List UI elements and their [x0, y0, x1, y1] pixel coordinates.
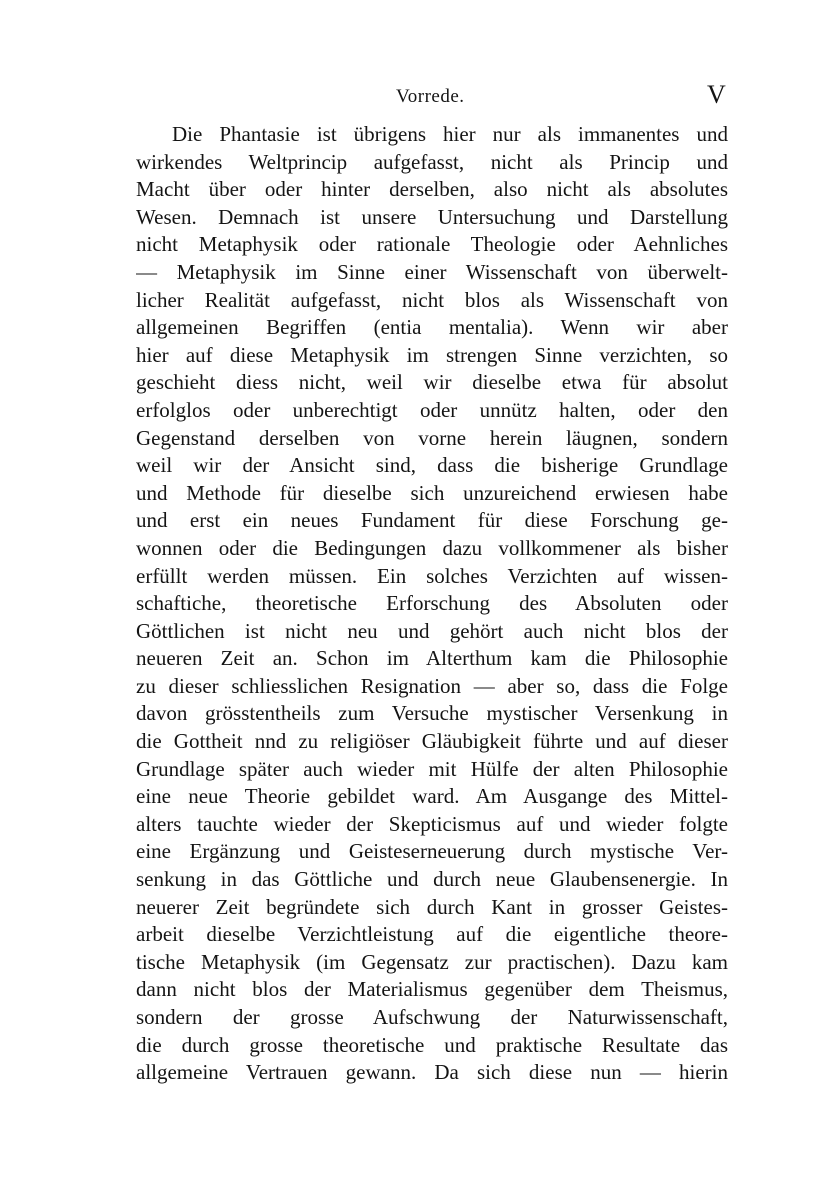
text-line: Wesen. Demnach ist unsere Untersuchung und Darstellung	[136, 204, 728, 229]
page-number: V	[707, 80, 726, 109]
text-line: hier auf diese Metaphysik im strengen Sinne verzichten, so	[136, 342, 728, 367]
text-line: eine Ergänzung und Geisteserneuerung durch mystische Ver-	[136, 839, 728, 864]
text-line: dann nicht blos der Materialismus gegenüber dem Theismus,	[136, 977, 728, 1002]
text-line: erfolglos oder unberechtigt oder unnütz halten, oder den	[136, 397, 728, 422]
text-line: nicht Metaphysik oder rationale Theologie oder Aehnliches	[136, 232, 728, 257]
text-line: allgemeine Vertrauen gewann. Da sich diese nun — hierin	[136, 1060, 728, 1085]
text-line: erfüllt werden müssen. Ein solches Verzichten auf wissen-	[136, 563, 728, 588]
text-line: die durch grosse theoretische und praktische Resultate das	[136, 1032, 728, 1057]
text-line: neuerer Zeit begründete sich durch Kant in grosser Geistes-	[136, 894, 728, 919]
text-line: Grundlage später auch wieder mit Hülfe der alten Philosophie	[136, 756, 728, 781]
text-line: licher Realität aufgefasst, nicht blos als Wissenschaft von	[136, 287, 728, 312]
text-line: wonnen oder die Bedingungen dazu vollkommener als bisher	[136, 535, 728, 560]
text-line: Gegenstand derselben von vorne herein läugnen, sondern	[136, 425, 728, 450]
text-line: alters tauchte wieder der Skepticismus auf und wieder folgte	[136, 811, 728, 836]
text-line: schaftiche, theoretische Erforschung des Absoluten oder	[136, 591, 728, 616]
text-line: allgemeinen Begriffen (entia mentalia). Wenn wir aber	[136, 315, 728, 340]
text-line: weil wir der Ansicht sind, dass die bisherige Grundlage	[136, 453, 728, 478]
text-line: Macht über oder hinter derselben, also nicht als absolutes	[136, 177, 728, 202]
text-line: und erst ein neues Fundament für diese Forschung ge-	[136, 508, 728, 533]
running-title: Vorrede.	[396, 86, 465, 107]
text-line: davon grösstentheils zum Versuche mystischer Versenkung in	[136, 701, 728, 726]
text-line: — Metaphysik im Sinne einer Wissenschaft von überwelt-	[136, 259, 728, 284]
text-line: zu dieser schliesslichen Resignation — aber so, dass die Folge	[136, 673, 728, 698]
text-line: die Gottheit nnd zu religiöser Gläubigkeit führte und auf dieser	[136, 729, 728, 754]
body-text	[136, 121, 728, 1087]
text-line: senkung in das Göttliche und durch neue Glaubensenergie. In	[136, 867, 728, 892]
text-line: wirkendes Weltprincip aufgefasst, nicht als Princip und	[136, 149, 728, 174]
text-line: geschieht diess nicht, weil wir dieselbe etwa für absolut	[136, 370, 728, 395]
text-line: eine neue Theorie gebildet ward. Am Ausgange des Mittel-	[136, 784, 728, 809]
text-line: und Methode für dieselbe sich unzureichend erwiesen habe	[136, 480, 728, 505]
text-line: Göttlichen ist nicht neu und gehört auch nicht blos der	[136, 618, 728, 643]
text-line: neueren Zeit an. Schon im Alterthum kam die Philosophie	[136, 646, 728, 671]
text-line: sondern der grosse Aufschwung der Naturwissenschaft,	[136, 1005, 728, 1029]
text-line: arbeit dieselbe Verzichtleistung auf die eigentliche theore-	[136, 922, 728, 947]
text-line: tische Metaphysik (im Gegensatz zur practischen). Dazu kam	[136, 949, 728, 974]
text-line: Die Phantasie ist übrigens hier nur als immanentes und	[172, 122, 728, 146]
